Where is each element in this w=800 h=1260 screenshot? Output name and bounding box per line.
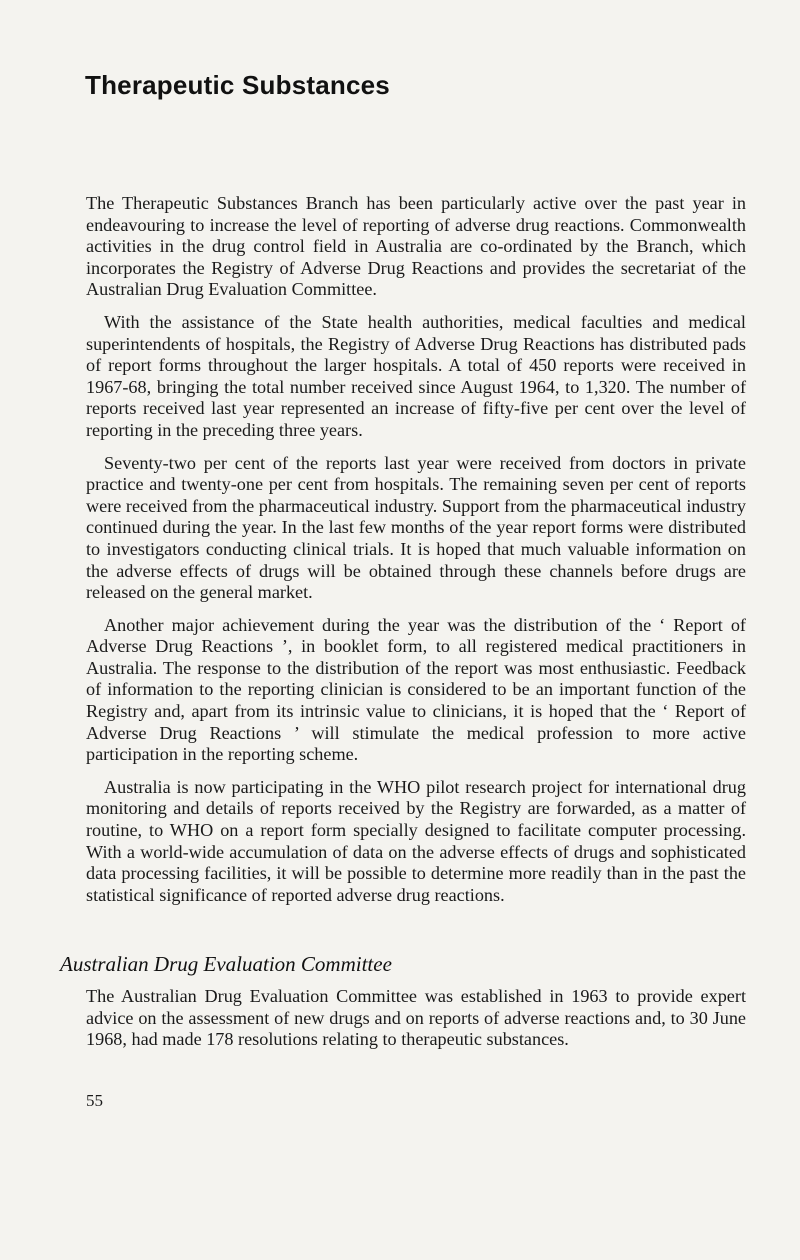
page-number: 55 — [86, 1091, 103, 1110]
paragraph-committee: The Australian Drug Evaluation Committee was established in 1963 to provide expert advice on the assessment of new drugs and on reports of adverse reactions and, to 30 June 1968, had made 178 resolutions relating to therapeutic substances. — [86, 986, 746, 1050]
section-heading: Australian Drug Evaluation Committee — [60, 952, 392, 976]
paragraph-report-sources: Seventy-two per cent of the reports last year were received from doctors in private practice and twenty-one per cent from hospitals. The remaining seven per cent of reports were received from the pharmaceutical industry. Support from the pharmaceutical industry continued during the year. In the last few months of the year report forms were distributed to investigators conducting clinical trials. It is hoped that much valuable information on the adverse effects of drugs will be obtained through these channels before drugs are released on the general market. — [86, 452, 746, 603]
paragraph-booklet-distribution: Another major achievement during the year was the distribution of the ‘ Report of Adverse Drug Reactions ’, in booklet form, to all registered medical practitioners in Australia. The response to the distribution of the report was most enthusiastic. Feedback of information to the reporting clinician is considered to be an important function of the Registry and, apart from its intrinsic value to clinicians, it is hoped that the ‘ Report of Adverse Drug Reactions ’ will stimulate the medical profession to more active participation in the reporting scheme. — [86, 614, 746, 765]
paragraph-who-project: Australia is now participating in the WHO pilot research project for international drug monitoring and details of reports received by the Registry are forwarded, as a matter of routine, to WHO on a report form specially designed to facilitate computer processing. With a world-wide accumulation of data on the adverse effects of drugs and sophisticated data processing facilities, it will be possible to determine more readily than in the past the statistical significance of reported adverse drug reactions. — [86, 776, 746, 905]
main-body — [86, 193, 746, 917]
section-body — [86, 986, 746, 1051]
paragraph-registry-reports: With the assistance of the State health authorities, medical faculties and medical superintendents of hospitals, the Registry of Adverse Drug Reactions has distributed pads of report forms throughout the larger hospitals. A total of 450 reports were received in 1967-68, bringing the total number received since August 1964, to 1,320. The number of reports received last year represented an increase of fifty-five per cent over the level of reporting in the preceding three years. — [86, 311, 746, 440]
page-title: Therapeutic Substances — [85, 70, 390, 100]
paragraph-branch-activity: The Therapeutic Substances Branch has been particularly active over the past year in endeavouring to increase the level of reporting of adverse drug reactions. Commonwealth activities in the drug control field in Australia are co-ordinated by the Branch, which incorporates the Registry of Adverse Drug Reactions and provides the secretariat of the Australian Drug Evaluation Committee. — [86, 193, 746, 300]
